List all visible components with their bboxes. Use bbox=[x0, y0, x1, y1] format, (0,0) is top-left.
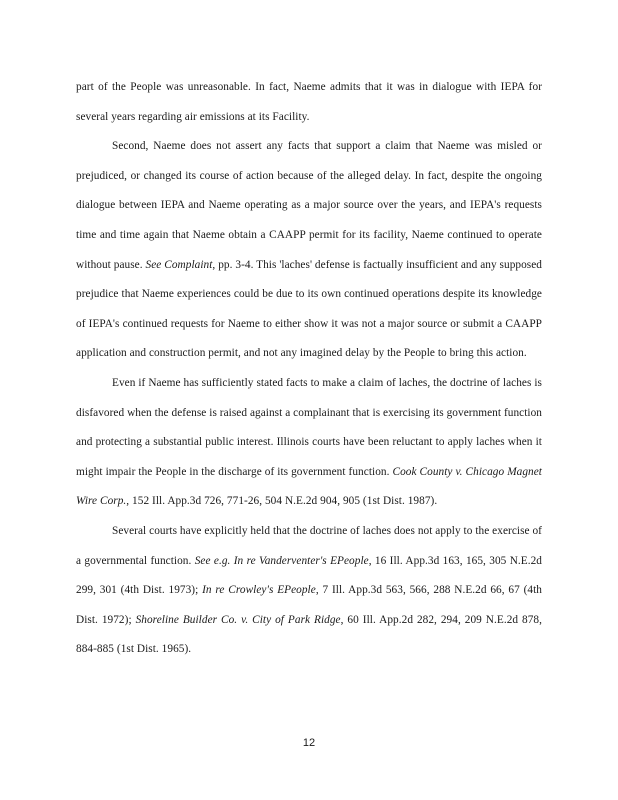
paragraph-1 bbox=[76, 73, 542, 132]
paragraph-3-text-b: , 152 Ill. App.3d 726, 771-26, 504 N.E.2d 904, 905 (1st Dist. 1987). bbox=[126, 495, 438, 508]
citation-shoreline: Shoreline Builder Co. v. City of Park Ridge bbox=[135, 613, 341, 626]
citation-vanderventer: See e.g. In re Vanderventer's EPeople bbox=[194, 554, 369, 567]
citation-crowley: In re Crowley's EPeople bbox=[202, 584, 316, 597]
body-text bbox=[76, 73, 542, 665]
paragraph-2 bbox=[76, 132, 542, 369]
paragraph-4-text-b: , 16 Ill. App.3d 163, 165, 305 N.E.2d 299, 301 (4th Dist. 1973); bbox=[76, 554, 542, 597]
paragraph-2-text-b: , pp. 3-4. This 'laches' defense is factually insufficient and any supposed prejudice that Naeme experiences could be due to its own continued operations despite its knowledge of IEPA's continued requests for Naeme to either show it was not a major source or submit a CAAPP application and construction permit, and not any imagined delay by the People to bring this action. bbox=[76, 258, 543, 360]
paragraph-4-text-d: , 60 Ill. App.2d 282, 294, 209 N.E.2d 878, 884-885 (1st Dist. 1965). bbox=[76, 613, 542, 656]
paragraph-3 bbox=[76, 369, 542, 517]
paragraph-1-text: part of the People was unreasonable. In fact, Naeme admits that it was in dialogue with IEPA for several years regarding air emissions at its Facility. bbox=[76, 81, 542, 123]
paragraph-4-text-a: Several courts have explicitly held that the doctrine of laches does not apply to the exercise of a governmental function. bbox=[76, 524, 542, 567]
page-number: 12 bbox=[302, 737, 316, 749]
paragraph-3-text-a: Even if Naeme has sufficiently stated facts to make a claim of laches, the doctrine of laches is disfavored when the defense is raised against a complainant that is exercising its government function and protecting a substantial public interest. Illinois courts have been reluctant to apply laches when it might impair the People in the discharge of its government function. bbox=[76, 376, 542, 478]
paragraph-4 bbox=[76, 517, 542, 665]
citation-cook-county: Cook County v. Chicago Magnet Wire Corp. bbox=[76, 465, 542, 508]
citation-complaint: See Complaint bbox=[145, 258, 213, 271]
paragraph-4-text-c: , 7 Ill. App.3d 563, 566, 288 N.E.2d 66, 67 (4th Dist. 1972); bbox=[76, 584, 542, 626]
paragraph-2-text-a: Second, Naeme does not assert any facts that support a claim that Naeme was misled or prejudiced, or changed its course of action because of the alleged delay. In fact, despite the ongoing dialogue between IEPA and Naeme operating as a major source over the years, and IEPA's requests time and time again that Naeme obtain a CAAPP permit for its facility, Naeme continued to operate without pause. bbox=[76, 140, 542, 271]
